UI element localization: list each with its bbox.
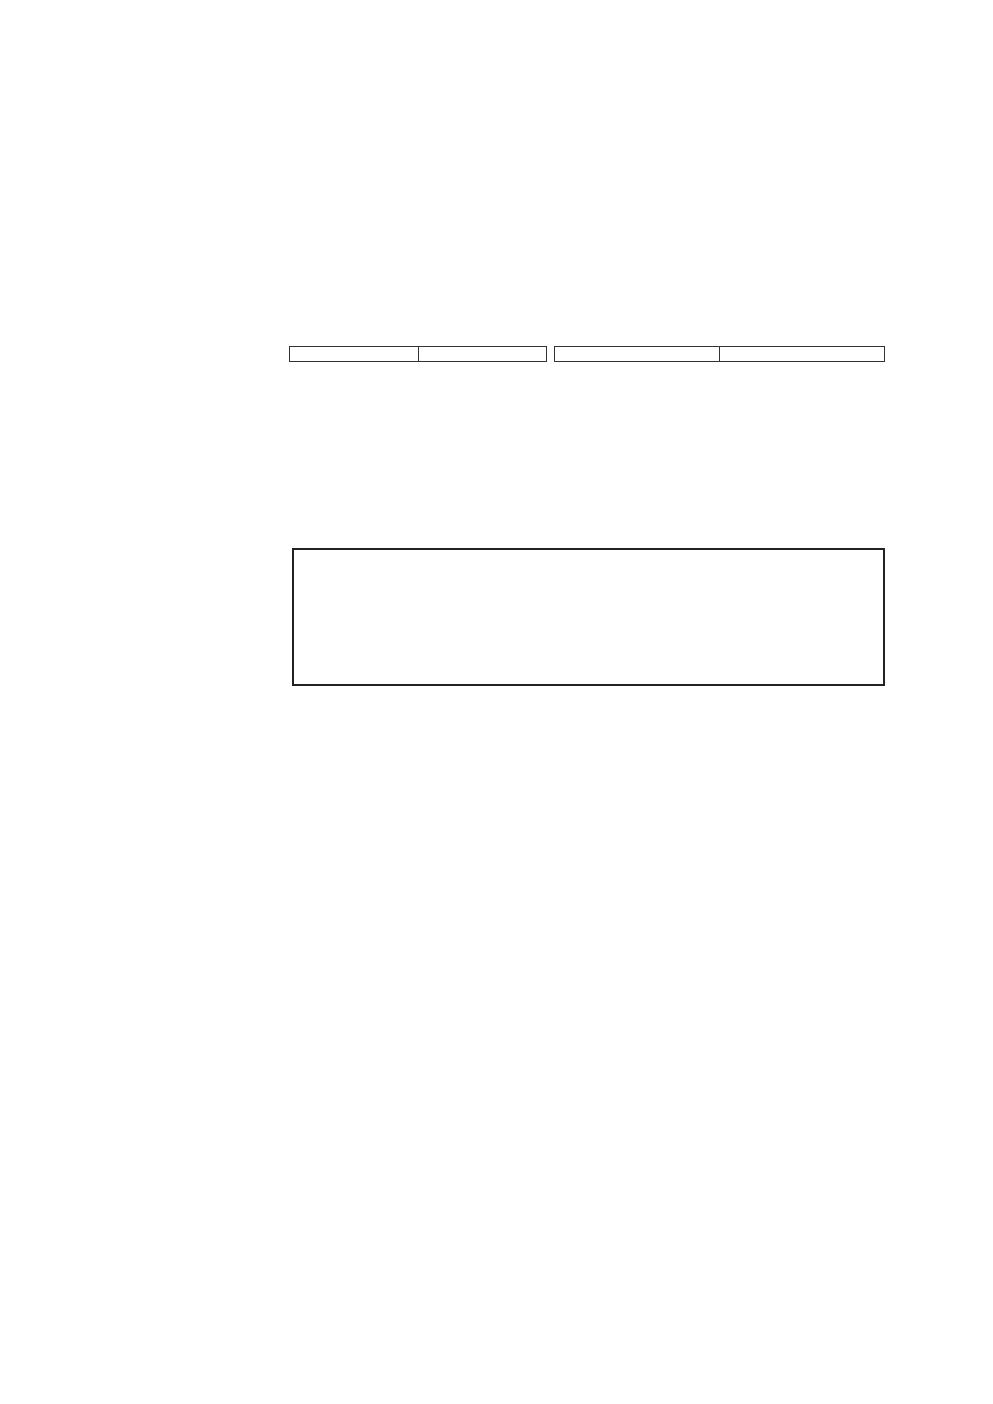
table-header [418,347,547,362]
table-header [290,347,419,362]
table-header [555,347,720,362]
page-title [48,66,70,100]
format-table-left [289,346,547,362]
channel-box [292,548,885,686]
table-header [720,347,885,362]
format-table-right [554,346,885,362]
